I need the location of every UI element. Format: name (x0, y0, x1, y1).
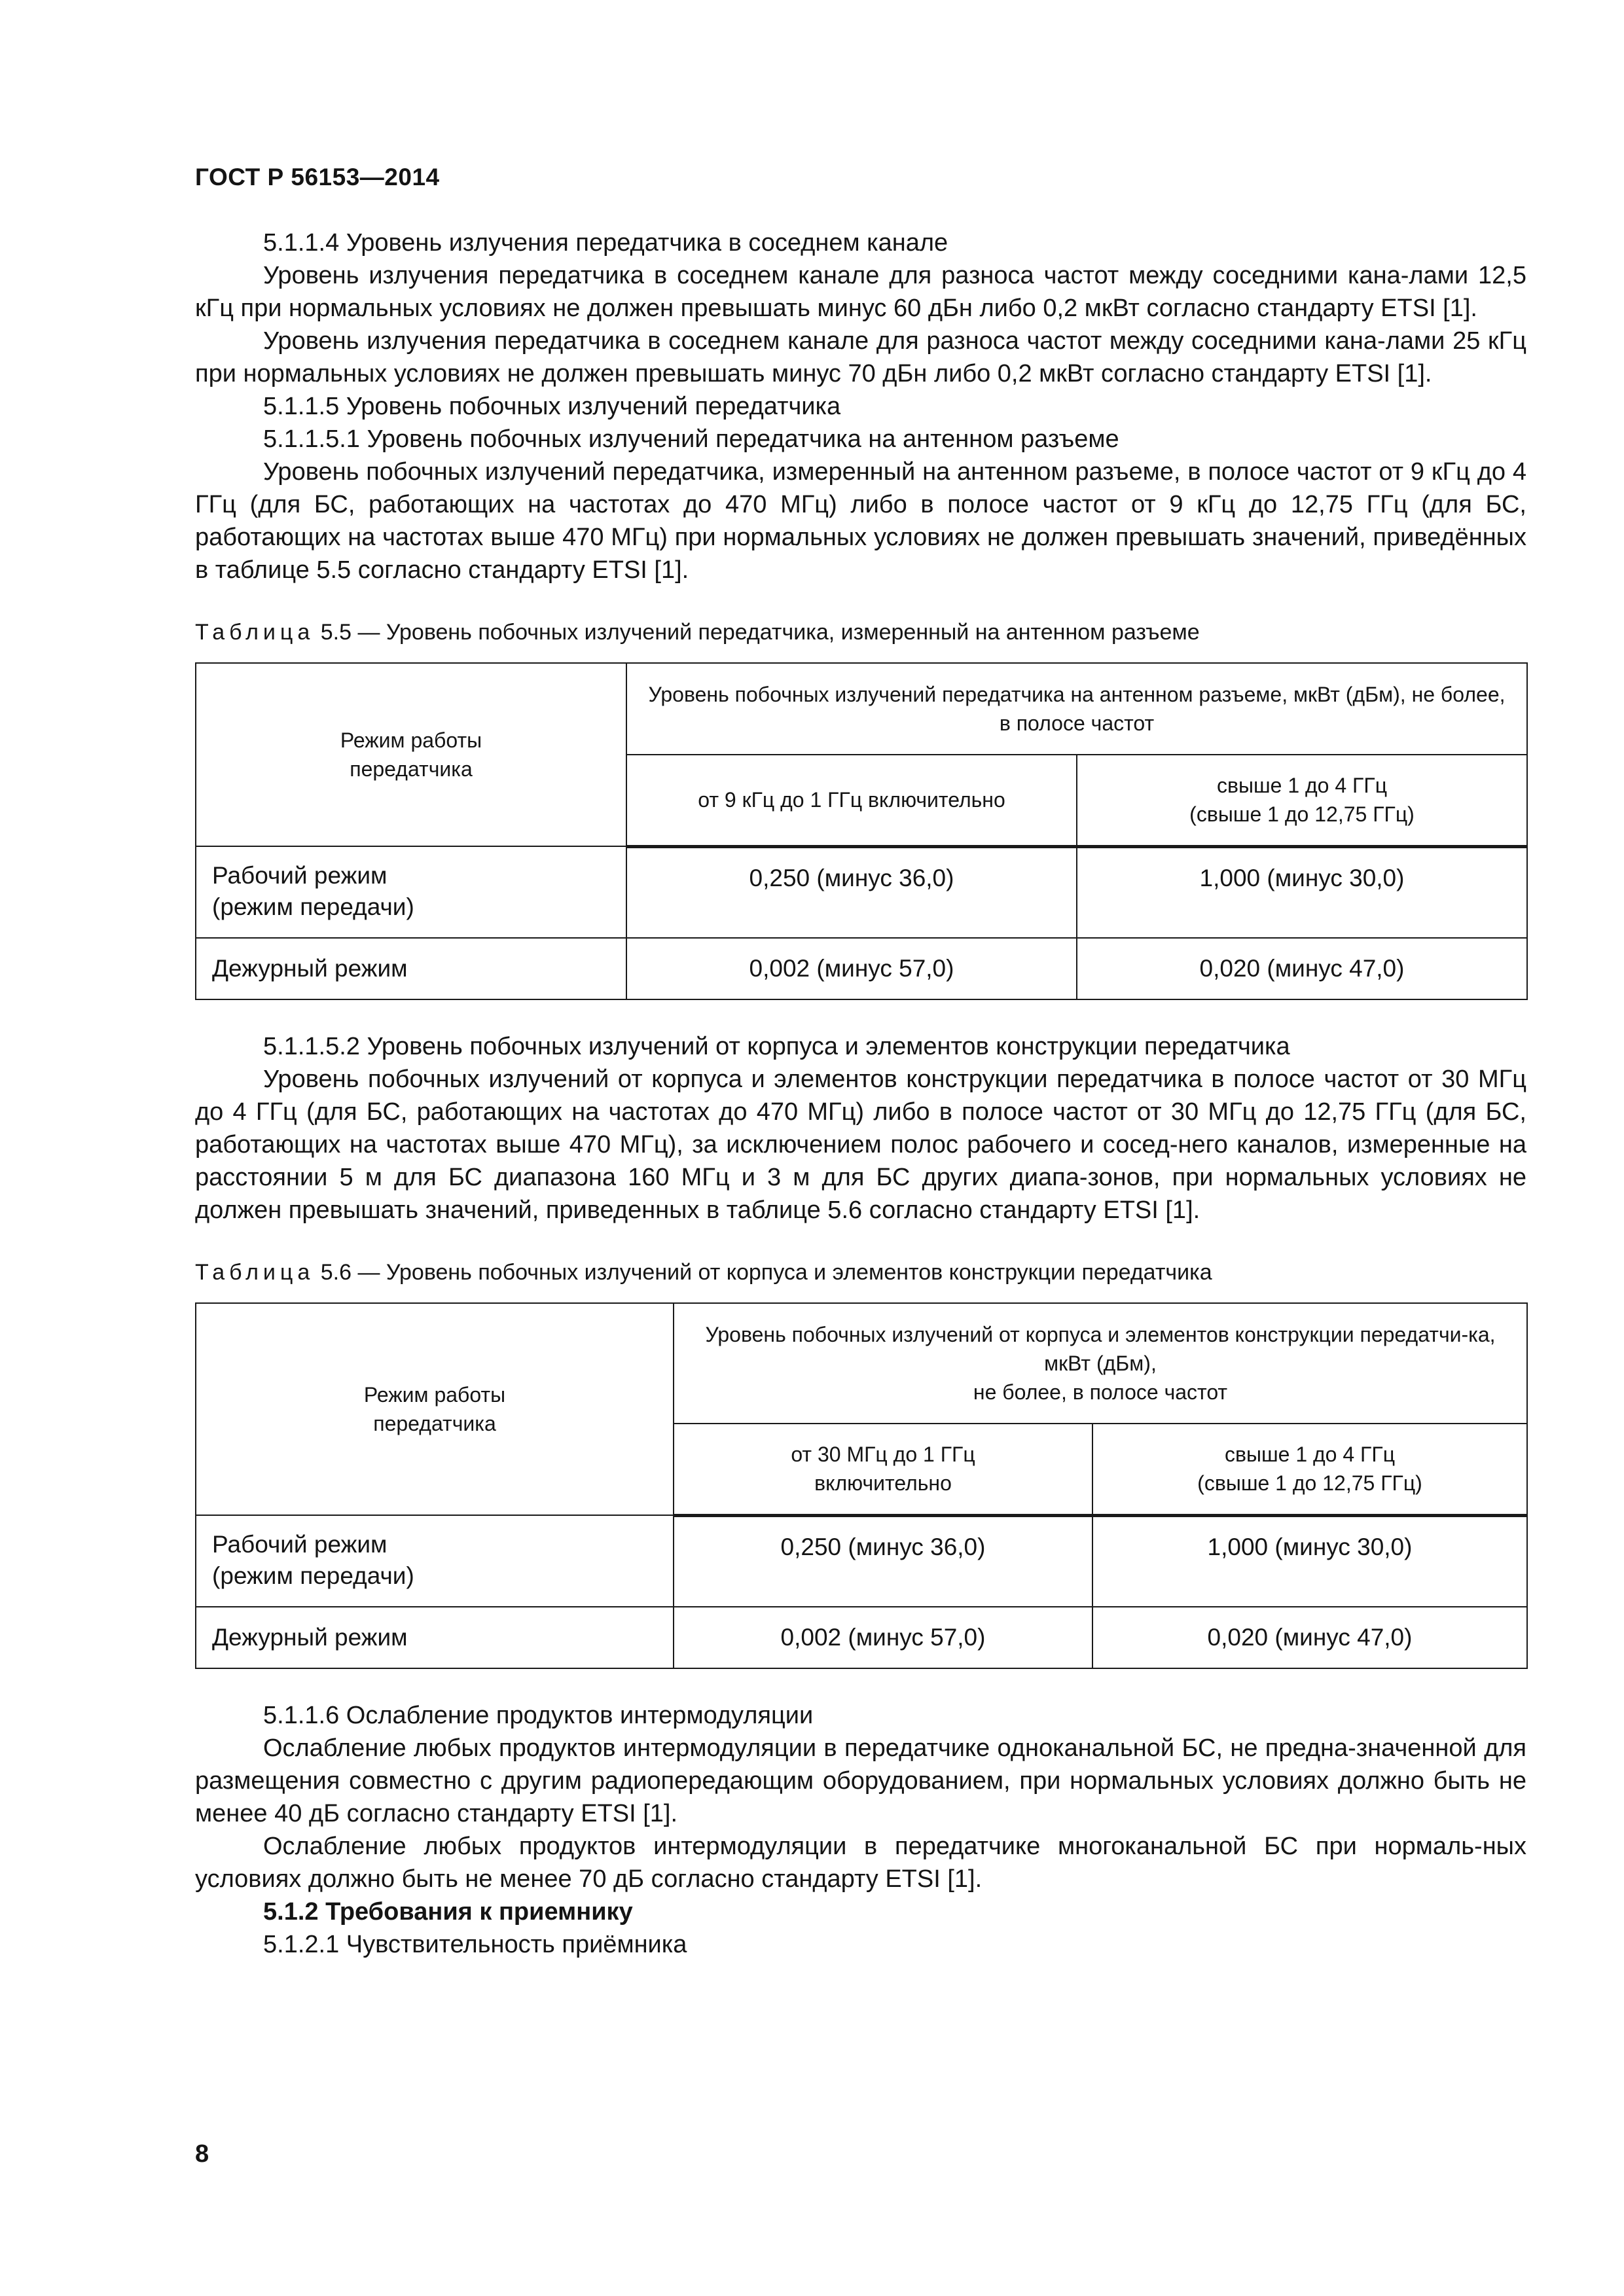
column-header-group: Уровень побочных излучений передатчика на антенном разъеме, мкВт (дБм), не более, в полосе частот (626, 663, 1527, 755)
table-row (196, 846, 1527, 938)
section-title-512: 5.1.2 Требования к приемнику (263, 1898, 633, 1926)
paragraph: Ослабление любых продуктов интермодуляции в передатчике одноканальной БС, не предна-значенной для размещения совместно с другим радиопередающим оборудованием, при нормальных условиях должно быть не менее 40 дБ согласно стандарту ETSI [1]. (195, 1734, 1526, 1827)
section-title-5121: 5.1.2.1 Чувствительность приёмника (263, 1931, 687, 1958)
column-header-mode: Режим работы передатчика (196, 1303, 674, 1515)
paragraph: Уровень побочных излучений от корпуса и элементов конструкции передатчика в полосе частот от 30 МГц до 4 ГГц (для БС, работающих на частотах до 470 МГц) либо в полосе частот от 30 МГц до 12,75 ГГц (для БС, работающих на частотах выше 470 МГц), за исключением полос рабочего и сосед-него каналов, измеренные на расстоянии 5 м для БС диапазона 160 МГц и 3 м для БС других диапа-зонов, при нормальных условиях не должен превышать значений, приведенных в таблице 5.6 согласно стандарту ETSI [1]. (195, 1066, 1526, 1224)
paragraph: Уровень излучения передатчика в соседнем канале для разноса частот между соседними кана-лами 12,5 кГц при нормальных условиях не должен превышать минус 60 дБн либо 0,2 мкВт согласно стандарту ETSI [1]. (195, 262, 1526, 322)
table-5-5 (195, 662, 1528, 1000)
column-header-range-a: от 30 МГц до 1 ГГц включительно (674, 1424, 1092, 1515)
column-header-group-line2: не более, в полосе частот (973, 1380, 1228, 1404)
page-number: 8 (195, 2140, 209, 2168)
table-row (196, 1607, 1527, 1668)
column-header-group-line1: Уровень побочных излучений от корпуса и элементов конструкции передатчи-ка, мкВт (дБм), (705, 1323, 1496, 1375)
row-value-a: 0,002 (минус 57,0) (626, 938, 1077, 999)
row-mode-cell (196, 1515, 674, 1607)
row-mode-line2: (режим передачи) (212, 1562, 414, 1589)
row-value-a: 0,002 (минус 57,0) (674, 1607, 1092, 1668)
column-header-range-b (1077, 755, 1527, 846)
row-value-b: 0,020 (минус 47,0) (1092, 1607, 1527, 1668)
row-mode-cell (196, 1607, 674, 1668)
table-caption-text: 5.5 — Уровень побочных излучений передатчика, измеренный на антенном разъеме (320, 620, 1200, 645)
table-row (196, 1515, 1527, 1607)
document-body (195, 226, 1526, 1961)
table-caption-label: Таблица (195, 620, 315, 645)
row-value-b: 1,000 (минус 30,0) (1092, 1515, 1527, 1607)
table-caption-text: 5.6 — Уровень побочных излучений от корпуса и элементов конструкции передатчика (320, 1260, 1212, 1285)
section-title-5115: 5.1.1.5 Уровень побочных излучений передатчика (263, 393, 841, 420)
row-mode-line1: Дежурный режим (212, 1624, 408, 1651)
row-value-a: 0,250 (минус 36,0) (674, 1515, 1092, 1607)
column-header-group (674, 1303, 1527, 1424)
column-header-range-b-line2: (свыше 1 до 12,75 ГГц) (1197, 1471, 1422, 1496)
row-value-a: 0,250 (минус 36,0) (626, 846, 1077, 938)
column-header-range-b-line1: свыше 1 до 4 ГГц (1224, 1443, 1396, 1467)
table-5-6 (195, 1302, 1528, 1669)
table-row (196, 938, 1527, 999)
row-mode-line1: Рабочий режим (212, 862, 388, 889)
paragraph: Ослабление любых продуктов интермодуляции в передатчике многоканальной БС при нормаль-ных условиях должно быть не менее 70 дБ согласно стандарту ETSI [1]. (195, 1833, 1526, 1893)
document-page (195, 0, 1526, 2296)
row-mode-line1: Рабочий режим (212, 1531, 388, 1558)
column-header-range-b-line1: свыше 1 до 4 ГГц (1216, 774, 1388, 798)
row-value-b: 1,000 (минус 30,0) (1077, 846, 1527, 938)
column-header-range-b (1092, 1424, 1527, 1515)
section-title-51151: 5.1.1.5.1 Уровень побочных излучений передатчика на антенном разъеме (263, 425, 1119, 453)
row-mode-cell (196, 938, 626, 999)
column-header-range-b-line2: (свыше 1 до 12,75 ГГц) (1189, 802, 1415, 827)
column-header-range-a: от 9 кГц до 1 ГГц включительно (626, 755, 1077, 846)
column-header-mode: Режим работы передатчика (196, 663, 626, 846)
paragraph: Уровень побочных излучений передатчика, измеренный на антенном разъеме, в полосе частот от 9 кГц до 4 ГГц (для БС, работающих на частотах до 470 МГц) либо в полосе частот от 9 кГц до 12,75 ГГц (для БС, работающих на частотах выше 470 МГц) при нормальных условиях не должен превышать значений, приведённых в таблице 5.5 согласно стандарту ETSI [1]. (195, 458, 1526, 584)
section-title-51152: 5.1.1.5.2 Уровень побочных излучений от корпуса и элементов конструкции передатчика (263, 1033, 1290, 1060)
row-mode-line1: Дежурный режим (212, 955, 408, 982)
paragraph: Уровень излучения передатчика в соседнем канале для разноса частот между соседними кана-лами 25 кГц при нормальных условиях не должен превышать минус 70 дБн либо 0,2 мкВт согласно стандарту ETSI [1]. (195, 327, 1526, 387)
row-mode-cell (196, 846, 626, 938)
section-title-5114: 5.1.1.4 Уровень излучения передатчика в соседнем канале (263, 229, 948, 257)
table-caption-label: Таблица (195, 1260, 315, 1285)
row-value-b: 0,020 (минус 47,0) (1077, 938, 1527, 999)
document-header: ГОСТ Р 56153—2014 (195, 164, 440, 190)
table-caption-5-5 (195, 618, 1526, 647)
row-mode-line2: (режим передачи) (212, 893, 414, 920)
table-caption-5-6 (195, 1258, 1526, 1287)
section-title-5116: 5.1.1.6 Ослабление продуктов интермодуляции (263, 1702, 814, 1729)
